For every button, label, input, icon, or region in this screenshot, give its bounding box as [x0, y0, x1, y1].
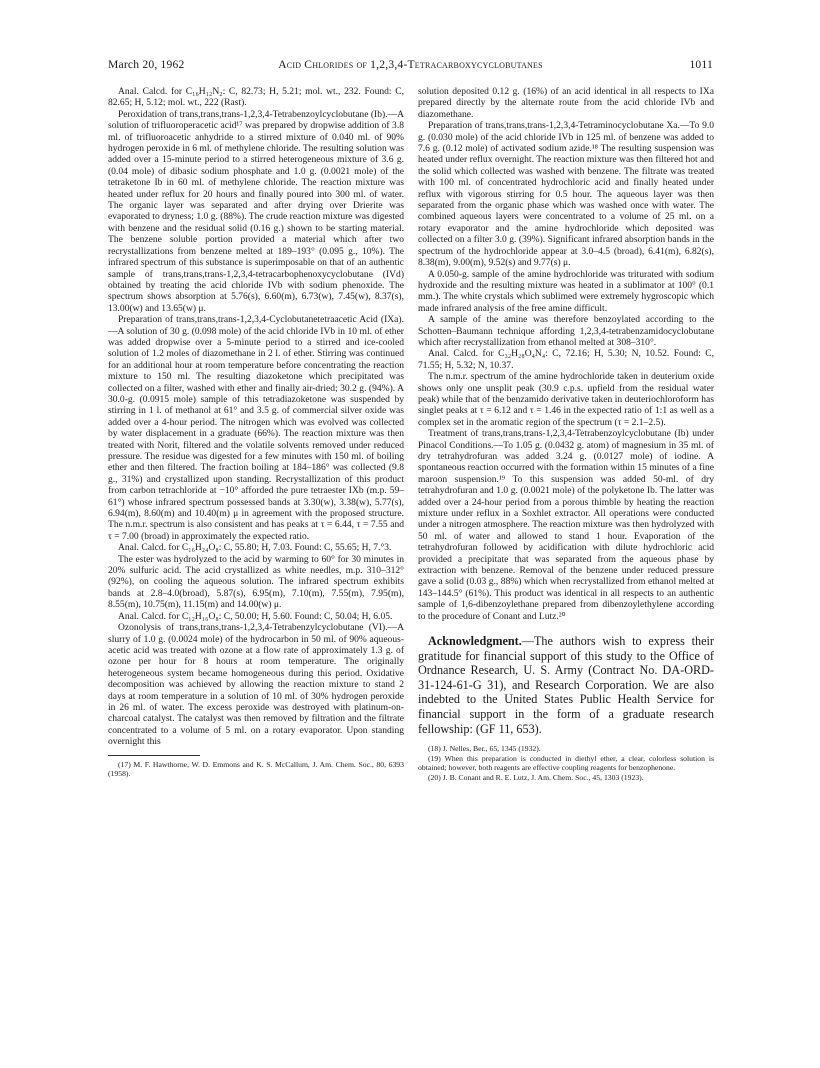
- analysis-paragraph: Anal. Calcd. for C₃₂H₂₈O₄N₄: C, 72.16; H, 5.30; N, 10.52. Found: C, 71.55; H, 5.32; N, 10.37.: [418, 348, 714, 371]
- hydrolysis-paragraph: The ester was hydrolyzed to the acid by warming to 60° for 30 minutes in 20% sulfuric acid. The acid crystallized as white needles, m.p. 310–312° (92%), on cooling the aqueous solution. The infrared spectrum exhibits bands at 2.8–4.0(broad), 5.87(s), 6.95(m), 7.10(m), 7.55(m), 7.95(m), 8.55(m), 10.75(m), 11.15(m) and 14.00(w) μ.: [108, 553, 404, 611]
- analysis-paragraph: Anal. Calcd. for C₁₆H₂₄O₈: C, 55.80; H, 7.03. Found: C, 55.65; H, 7.°3.: [118, 542, 392, 554]
- acknowledgment-text: —The authors wish to express their gratitude for financial support of this study to the Office of Ordnance Research, U. S. Army (Contract No. DA-ORD-31-124-61-G 31), and Research Corporation. We are also indebted to the United States Public Health Service for financial support in the form of a graduate research fellowship: (GF 11, 653).: [418, 634, 714, 736]
- benzoylation-paragraph: A sample of the amine was therefore benzoylated according to the Schotten–Baumann technique affording 1,2,3,4-tetrabenzamidocyclobutane which after recrystallization from ethanol melted at 308–310°.: [418, 314, 714, 348]
- amine-trituration-paragraph: A 0.050-g. sample of the amine hydrochloride was triturated with sodium hydroxide and the resulting mixture was heated in a sublimator at 100° (0.1 mm.). The white crystals which sublimed were extremely hygroscopic which made infrared analysis of the free amine difficult.: [418, 268, 714, 314]
- footnote-20: (20) J. B. Conant and R. E. Lutz, J. Am. Chem. Soc., 45, 1303 (1923).: [428, 773, 644, 783]
- pinacol-paragraph: Treatment of trans,trans,trans-1,2,3,4-Tetrabenzoylcyclobutane (Ib) under Pinacol Conditions.—To 1.05 g. (0.0432 g. atom) of magnesium in 35 ml. of dry tetrahydrofuran was added 3.24 g. (0.0127 mole) of iodine. A spontaneous reaction occurred with the formation within 15 minutes of a fine maroon suspension.¹⁹ To this suspension was added 50-ml. of dry tetrahydrofuran and 1.0 g. (0.0021 mole) of the polyketone Ib. The latter was added over a 24-hour period from a porous thimble by heating the reaction mixture under reflux in a Soxhlet extractor. All operations were conducted under a nitrogen atmosphere. The reaction mixture was then hydrolyzed with 50 ml. of water and allowed to stand 1 hour. Evaporation of the tetrahydrofuran followed by acidification with dilute hydrochloric acid provided a precipitate that was separated from the aqueous phase by extraction with benzene. Removal of the benzene under reduced pressure gave a solid (0.03 g., 88%) which when recrystallized from ethanol melted at 143–144.5° (61%). This product was identical in all respects to an authentic sample of 1,6-dibenzoylethane prepared from dibenzoylethylene according to the procedure of Conant and Lutz.²⁰: [418, 428, 714, 622]
- footnote-18: (18) J. Nelles, Ber., 65, 1345 (1932).: [428, 744, 541, 754]
- tetraacetic-acid-paragraph: Preparation of trans,trans,trans-1,2,3,4-Cyclobutanetetraacetic Acid (IXa).—A solution of 30 g. (0.098 mole) of the acid chloride IVb in 10 ml. of ether was added dropwise over a 5-minute period to a stirred and ice-cooled solution of 1.2 moles of diazomethane in 2 l. of ether. Stirring was continued for an additional hour at room temperature before concentrating the reaction mixture to 150 ml. The resulting diazoketone which precipitated was collected on a filter, washed with ether and finally air-dried; 30.2 g. (94%). A 30.0-g. (0.0915 mole) sample of this tetradiazoketone was suspended by stirring in 1 l. of methanol at 61° and 3.5 g. of commercial silver oxide was added over a 4-hour period. The nitrogen which was evolved was collected by water displacement in a graduate (66%). The reaction mixture was then treated with Norit, filtered and the volatile solvents removed under reduced pressure. The residue was digested for a few minutes with 150 ml. of boiling ether and then filtered. The fraction boiling at 184–186° was collected (9.8 g., 31%) and crystallized upon standing. Recrystallization of this product from carbon tetrachloride at −10° afforded the pure tetraester IXb (m.p. 59–61°) whose infrared spectrum possessed bands at 3.30(w), 3.38(w), 5.77(s), 6.94(m), 8.60(m) and 10.40(m) μ in agreement with the proposed structure. The n.m.r. spectrum is also consistent and has peaks at τ = 6.44, τ = 7.55 and τ = 7.00 (broad) in approximately the expected ratio.: [108, 314, 404, 542]
- spacer: [418, 736, 714, 744]
- footnote-17: (17) M. F. Hawthorne, W. D. Emmons and K. S. McCallum, J. Am. Chem. Soc., 80, 6393 (1958).: [108, 759, 404, 779]
- acknowledgment-heading: Acknowledgment.: [428, 634, 522, 649]
- tetraminocyclobutane-paragraph: Preparation of trans,trans,trans-1,2,3,4-Tetraminocyclobutane Xa.—To 9.0 g. (0.030 mole) of the acid chloride IVb in 125 ml. of benzene was added to 7.6 g. (0.12 mole) of activated sodium azide.¹⁸ The resulting suspension was heated under reflux overnight. The reaction mixture was then filtered hot and the solid which collected was washed with benzene. The filtrate was treated with 100 ml. of concentrated hydrochloric acid and finally heated under reflux with vigorous stirring for 0.5 hour. The aqueous layer was then separated from the organic phase which was washed once with water. The combined aqueous layers were concentrated to a volume of 25 ml. on a rotary evaporator and the amine hydrochloride which deposited was collected on a filter 3.0 g. (39%). Significant infrared absorption bands in the spectrum of the hydrochloride appear at 3.0–4.5 (broad), 6.41(m), 6.82(s), 8.38(m), 9.00(m), 9.52(s) and 9.77(s) μ.: [418, 120, 714, 269]
- page-number: 1011: [689, 58, 713, 71]
- left-column: [108, 86, 404, 779]
- footnote-19: (19) When this preparation is conducted in diethyl ether, a clear, colorless solution is obtained; however, both reagents are effective coupling reagents for benzophenone.: [418, 753, 714, 773]
- right-column: [418, 86, 714, 783]
- ozonolysis-paragraph: Ozonolysis of trans,trans,trans-1,2,3,4-Tetrabenzylcyclobutane (VI).—A slurry of 1.0 g. (0.0024 mole) of the hydrocarbon in 50 ml. of 90% aqueous-acetic acid was treated with ozone at a flow rate of approximately 1.3 g. of ozone per hour for 8 hours at room temperature. The originally heterogeneous system became homogeneous during this period. Oxidative decomposition was achieved by allowing the reaction mixture to stand 2 days at room temperature in a solution of 10 ml. of 30% hydrogen peroxide in 26 ml. of water. The excess peroxide was destroyed with platinum-on-charcoal catalyst. The catalyst was then removed by filtration and the filtrate concentrated to a volume of 5 ml. on a rotary evaporator. Upon standing overnight this: [108, 622, 404, 748]
- analysis-paragraph: Anal. Calcd. for C₁₆H₁₂N₂: C, 82.73; H, 5.21; mol. wt., 232. Found: C, 82.65; H, 5.12; mol. wt., 222 (Rast).: [108, 86, 404, 109]
- peroxidation-paragraph: Peroxidation of trans,trans,trans-1,2,3,4-Tetrabenzoylcyclobutane (Ib).—A solution of trifluoroperacetic acid¹⁷ was prepared by dropwise addition of 3.8 ml. of trifluoroacetic anhydride to a stirred mixture of 0.040 ml. of 90% hydrogen peroxide in 6 ml. of methylene chloride. The resulting solution was added over a 15-minute period to a stirred heterogeneous mixture of 3.6 g. (0.04 mole) of dibasic sodium phosphate and 1.0 g. (0.0021 mole) of the tetraketone Ib in 60 ml. of methylene chloride. The reaction mixture was heated under reflux for 20 hours and finally poured into 300 ml. of water. The organic layer was separated and after drying over Drierite was evaporated to dryness; 1.0 g. (88%). The crude reaction mixture was digested with benzene and the residual solid (0.16 g.) shown to be starting material. The benzene soluble portion provided a material which after two recrystallizations from benzene melted at 189–193° (0.095 g., 10%). The infrared spectrum of this substance is superimposable on that of an authentic sample of trans,trans,trans-1,2,3,4-tetracarbophenoxycyclobutane (IVd) obtained by treating the acid chloride IVb with sodium phenoxide. The spectrum shows absorption at 5.76(s), 6.60(m), 6.73(w), 7.45(w), 8.37(s), 13.00(w) and 13.65(w) μ.: [108, 108, 404, 314]
- issue-date: March 20, 1962: [108, 58, 185, 71]
- analysis-paragraph: Anal. Calcd. for C₁₂H₁₆O₈: C, 50.00; H, 5.60. Found: C, 50.04; H, 6.05.: [118, 610, 393, 622]
- footnote-rule: [108, 755, 200, 756]
- page-header: [108, 58, 713, 74]
- continuation-paragraph: solution deposited 0.12 g. (16%) of an acid identical in all respects to IXa prepared directly by the alternate route from the acid chloride IVb and diazomethane.: [418, 86, 714, 120]
- acknowledgment-paragraph: [418, 634, 714, 736]
- nmr-paragraph: The n.m.r. spectrum of the amine hydrochloride taken in deuterium oxide shows only one unsplit peak (30.9 c.p.s. upfield from the residual water peak) while that of the benzamido derivative taken in deuteriochloroform has singlet peaks at τ = 6.12 and τ = 1.46 in the expected ratio of 1:1 as well as a complex set in the aromatic region of the spectrum (τ = 2.1–2.5).: [418, 371, 714, 428]
- running-title: Acid Chlorides of 1,2,3,4-Tetracarboxycyclobutanes: [278, 58, 543, 71]
